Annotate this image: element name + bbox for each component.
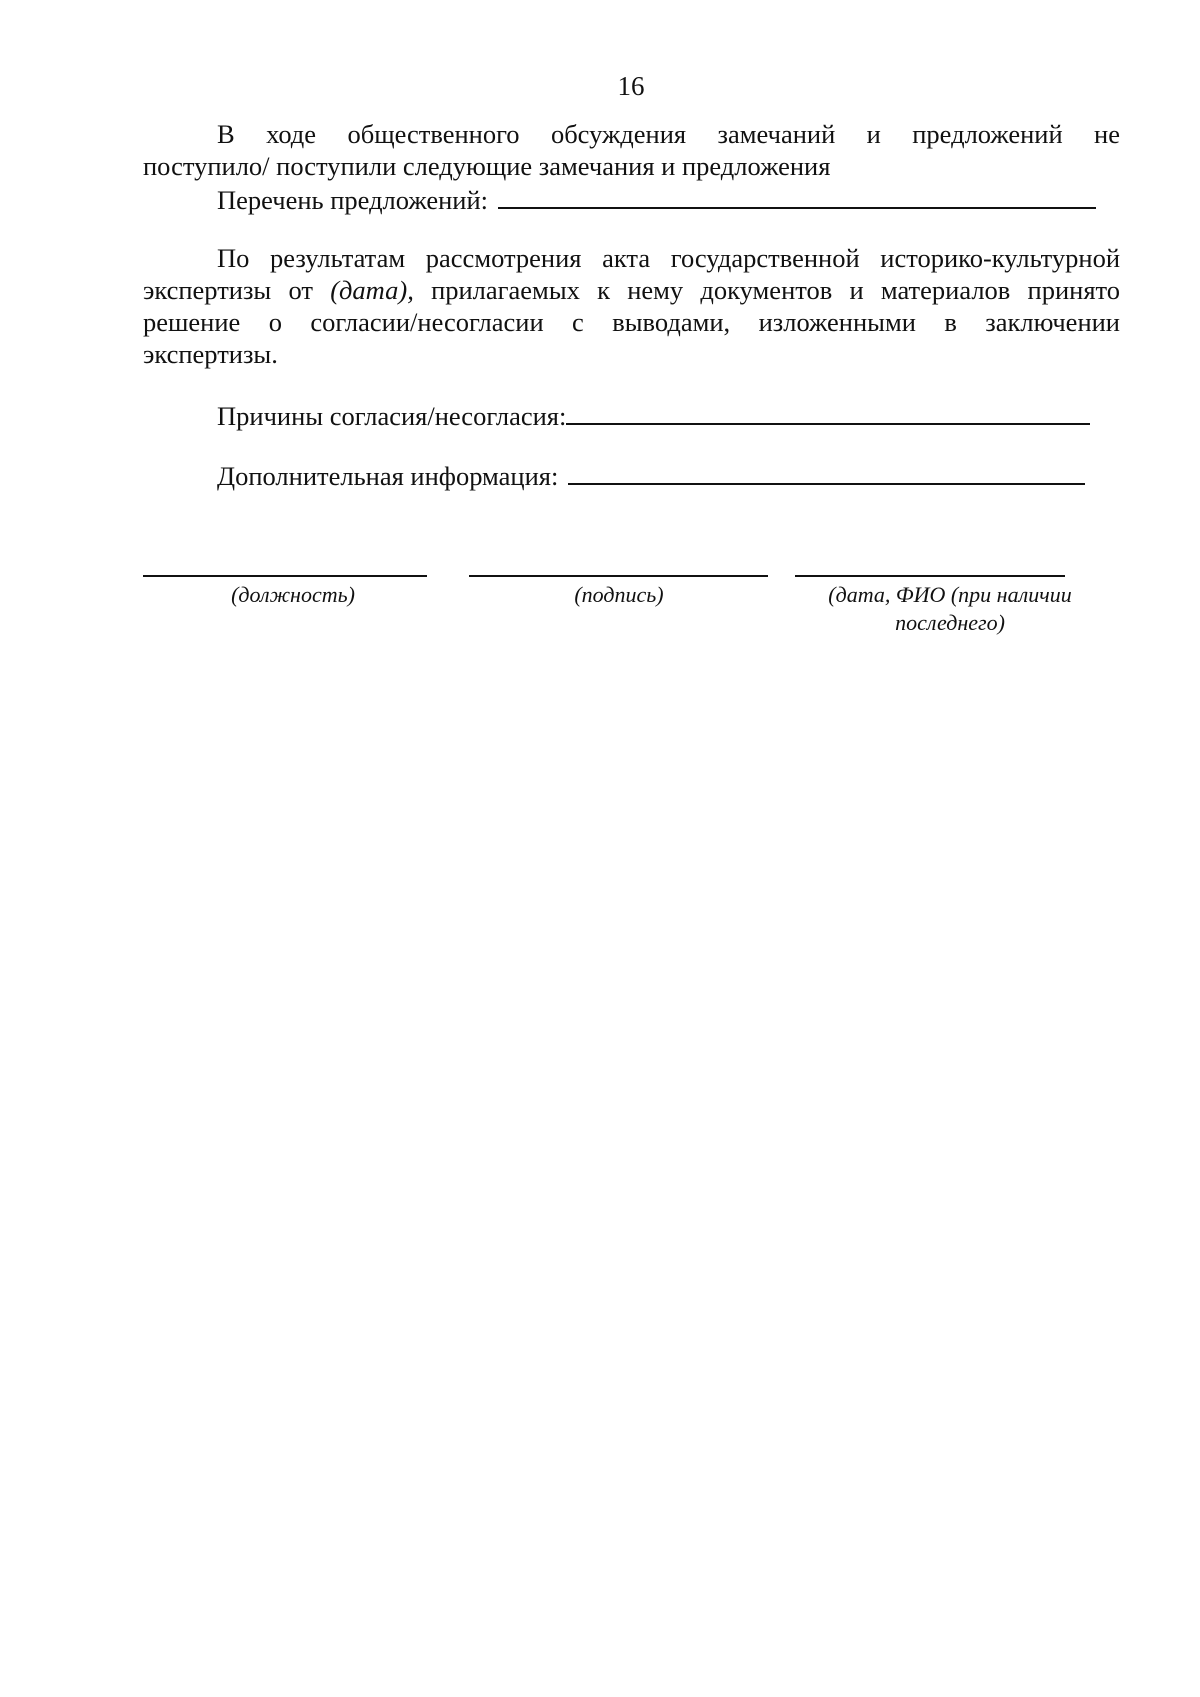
date-name-caption bbox=[790, 581, 1110, 637]
date-placeholder: (дата), bbox=[330, 275, 414, 305]
paragraph-decision-line-2-start: экспертизы от bbox=[143, 275, 313, 305]
paragraph-discussion-line-1: В ходе общественного обсуждения замечаний и предложений не bbox=[217, 119, 1120, 149]
additional-info-field bbox=[217, 459, 1085, 492]
additional-info-label: Дополнительная информация: bbox=[217, 461, 559, 491]
additional-info-blank-line[interactable] bbox=[568, 459, 1085, 485]
paragraph-decision-line-1: По результатам рассмотрения акта государственной историко-культурной bbox=[217, 243, 1120, 273]
proposals-label: Перечень предложений: bbox=[217, 185, 489, 215]
position-caption: (должность) bbox=[231, 582, 355, 607]
date-name-caption-line-2: последнего) bbox=[895, 610, 1005, 635]
proposals-blank-line[interactable] bbox=[498, 183, 1096, 209]
sign-caption: (подпись) bbox=[574, 582, 664, 607]
sign-signature-line[interactable] bbox=[469, 575, 768, 577]
date-name-caption-line-1: (дата, ФИО (при наличии bbox=[828, 582, 1072, 607]
paragraph-discussion bbox=[143, 118, 1120, 182]
paragraph-decision-line-4: экспертизы. bbox=[143, 339, 278, 369]
paragraph-discussion-line-2: поступило/ поступили следующие замечания и предложения bbox=[143, 151, 831, 181]
paragraph-decision-line-3: решение о согласии/несогласии с выводами, изложенными в заключении bbox=[143, 307, 1120, 337]
proposals-field bbox=[217, 183, 1096, 216]
paragraph-decision-line-2-end: прилагаемых к нему документов и материалов принято bbox=[431, 275, 1121, 305]
position-signature-line[interactable] bbox=[143, 575, 427, 577]
reasons-blank-line[interactable] bbox=[566, 399, 1090, 425]
paragraph-decision-line-2 bbox=[143, 274, 1120, 306]
paragraph-decision bbox=[143, 242, 1120, 370]
reasons-field bbox=[217, 399, 1090, 432]
date-name-signature-line[interactable] bbox=[795, 575, 1065, 577]
reasons-label: Причины согласия/несогласия: bbox=[217, 401, 567, 431]
page-number: 16 bbox=[617, 71, 645, 101]
